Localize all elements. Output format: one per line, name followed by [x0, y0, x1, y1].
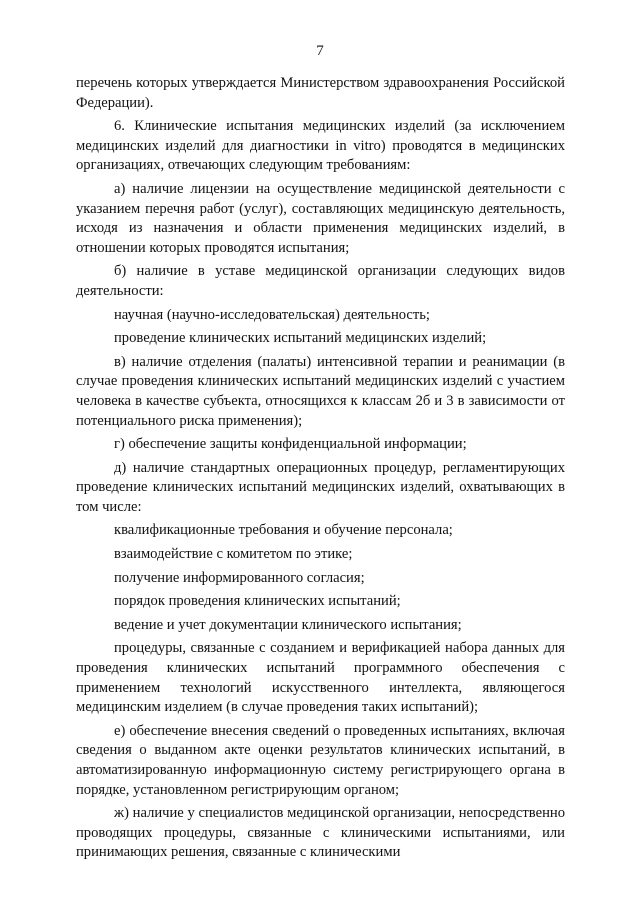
paragraph-subitem-b: б) наличие в уставе медицинской организации следующих видов деятельности: [76, 263, 565, 299]
page-number: 7 [316, 43, 324, 59]
list-item: взаимодействие с комитетом по этике; [114, 546, 353, 563]
list-item: квалификационные требования и обучение персонала; [114, 522, 453, 539]
paragraph-subitem-a: а) наличие лицензии на осуществление медицинской деятельности с указанием перечня работ (услуг), составляющих медицинскую деятельность, исходя из назначения и области применения медицинских изделий, в отношении которых проводятся испытания; [76, 180, 565, 256]
paragraph-subitem-zh: ж) наличие у специалистов медицинской организации, непосредственно проводящих процедуры, связанные с клиническими испытаниями, или принимающих решения, связанные с клиническими [76, 805, 565, 861]
paragraph-item-6: 6. Клинические испытания медицинских изделий (за исключением медицинских изделий для диагностики in vitro) проводятся в медицинских организациях, отвечающих следующим требованиям: [76, 118, 565, 174]
paragraph-subitem-e: е) обеспечение внесения сведений о проведенных испытаниях, включая сведения о выданном акте оценки результатов клинических испытаний, в автоматизированную информационную систему регистрирующего органа в порядке, установленном регистрирующим органом; [76, 722, 565, 798]
list-item: научная (научно-исследовательская) деятельность; [114, 306, 430, 323]
list-item: получение информированного согласия; [114, 569, 365, 586]
paragraph-subitem-v: в) наличие отделения (палаты) интенсивной терапии и реанимации (в случае проведения клинических испытаний медицинских изделий с участием человека в качестве субъекта, относящихся к классам 2б и 3 в зависимости от потенциального риска применения); [76, 353, 565, 429]
list-item: проведение клинических испытаний медицинских изделий; [114, 330, 487, 347]
paragraph-continuation: перечень которых утверждается Министерством здравоохранения Российской Федерации). [76, 75, 565, 111]
paragraph-subitem-g: г) обеспечение защиты конфиденциальной информации; [114, 436, 467, 453]
paragraph-subitem-d: д) наличие стандартных операционных процедур, регламентирующих проведение клинических испытаний медицинских изделий, охватывающих в том числе: [76, 459, 565, 515]
document-body [76, 74, 565, 863]
list-item: ведение и учет документации клинического испытания; [114, 616, 462, 633]
list-item: порядок проведения клинических испытаний; [114, 593, 401, 610]
paragraph-procedures: процедуры, связанные с созданием и верификацией набора данных для проведения клинических испытаний программного обеспечения с применением технологий искусственного интеллекта, являющегося медицинским изделием (в случае проведения таких испытаний); [76, 640, 565, 716]
